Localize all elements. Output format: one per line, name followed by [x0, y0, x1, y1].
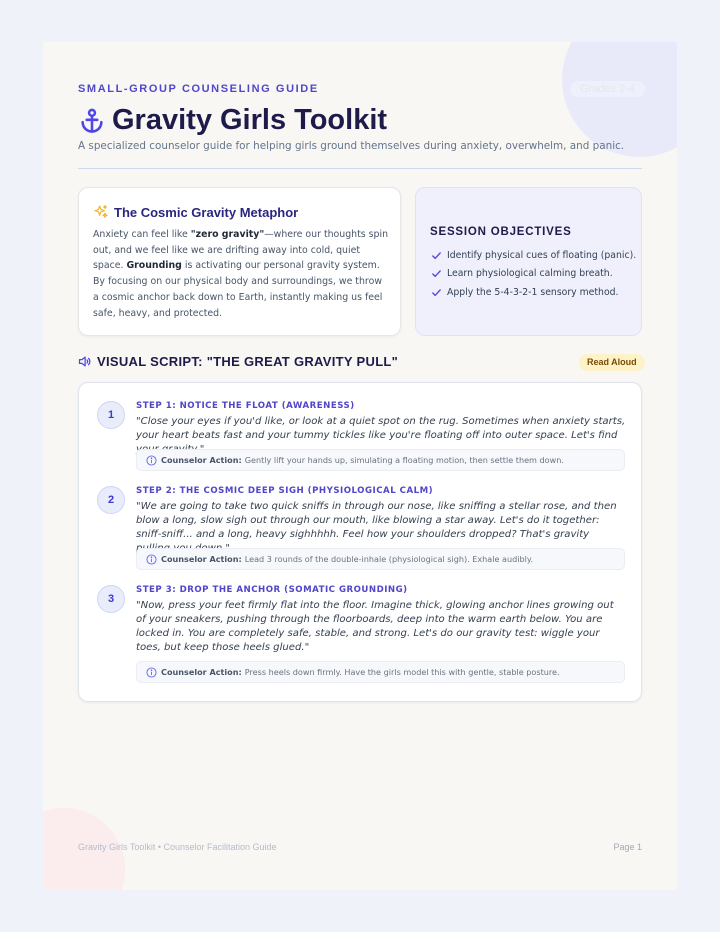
- step-label: STEP 1: NOTICE THE FLOAT (AWARENESS): [136, 401, 355, 411]
- objectives-title: SESSION OBJECTIVES: [430, 226, 572, 238]
- objective-text: Learn physiological calming breath.: [447, 268, 613, 280]
- speaker-icon: [77, 354, 92, 369]
- page-title: Gravity Girls Toolkit: [112, 104, 388, 136]
- title-row: [78, 104, 387, 137]
- step-number: 1: [97, 401, 125, 429]
- step-label: STEP 2: THE COSMIC DEEP SIGH (PHYSIOLOGICAL CALM): [136, 486, 434, 496]
- info-icon: [146, 554, 157, 565]
- script-card: [78, 382, 642, 702]
- info-icon: [146, 667, 157, 678]
- info-icon: [146, 455, 157, 466]
- metaphor-bold-zero-gravity: "zero gravity": [190, 229, 265, 240]
- read-aloud-badge: Read Aloud: [579, 354, 645, 371]
- objective-item: [431, 265, 636, 284]
- counselor-action: [136, 449, 625, 471]
- objective-text: Identify physical cues of floating (panic).: [447, 249, 637, 261]
- script-title: VISUAL SCRIPT: "THE GREAT GRAVITY PULL": [97, 354, 399, 369]
- counselor-action-text: Press heels down firmly. Have the girls model this with gentle, stable posture.: [244, 667, 560, 677]
- step-number: 3: [97, 585, 125, 613]
- step-number: 2: [97, 486, 125, 514]
- footer-page-number: Page 1: [613, 842, 642, 852]
- counselor-action-text: Lead 3 rounds of the double-inhale (physiological sigh). Exhale audibly.: [244, 554, 534, 564]
- step-label: STEP 3: DROP THE ANCHOR (SOMATIC GROUNDING): [136, 585, 408, 595]
- metaphor-bold-grounding: Grounding: [126, 260, 182, 272]
- counselor-action: [136, 548, 625, 570]
- metaphor-text-1: Anxiety can feel like: [93, 229, 191, 240]
- step-quote: "Close your eyes if you'd like, or look at a quiet spot on the rug. Sometimes when anxiety starts, your heart beats fast and your tummy tickles like you're floating off into outer space. Let's find: [136, 416, 626, 441]
- sparkles-icon: [93, 204, 109, 220]
- guide-page: [43, 42, 677, 890]
- metaphor-text-3: is activating our personal gravity system. By focusing on our physical body and surroundings, we throw a cosmic anchor back down to Earth, instantly making us feel safe, heavy, and protected.: [93, 260, 383, 319]
- check-icon: [431, 250, 442, 261]
- metaphor-heading: [93, 204, 298, 220]
- counselor-action-text: Gently lift your hands up, simulating a floating motion, then settle them down.: [244, 455, 564, 465]
- check-icon: [431, 268, 442, 279]
- grade-badge: Grades 2-4: [570, 81, 645, 97]
- objective-item: [431, 283, 636, 302]
- metaphor-card: [78, 187, 401, 336]
- script-heading: [77, 354, 398, 369]
- anchor-icon: [78, 107, 106, 135]
- metaphor-title: The Cosmic Gravity Metaphor: [114, 204, 299, 220]
- page-subtitle: A specialized counselor guide for helping girls ground themselves during anxiety, overwhelm, and panic.: [78, 140, 625, 152]
- counselor-action-label: Counselor Action:: [161, 554, 242, 564]
- objective-item: [431, 246, 636, 265]
- metaphor-text: [93, 227, 389, 321]
- counselor-action-label: Counselor Action:: [161, 667, 242, 677]
- footer-document-title: Gravity Girls Toolkit • Counselor Facilitation Guide: [78, 842, 277, 852]
- objective-text: Apply the 5-4-3-2-1 sensory method.: [447, 286, 619, 298]
- objectives-card: [415, 187, 642, 336]
- step-quote: "Now, press your feet firmly flat into the floor. Imagine thick, glowing anchor lines growing out of your sneakers, pushing through the floorboards, deep into the warm earth below. You are locked in. You are completely safe, stable, and strong. Let's do our gravity test: wiggle your toes, but keep those heels glued.": [136, 600, 614, 653]
- check-icon: [431, 287, 442, 298]
- eyebrow-label: SMALL-GROUP COUNSELING GUIDE: [78, 83, 319, 95]
- step-quote: "We are going to take two quick sniffs in through our nose, like sniffing a stellar rose, and then blow a long, slow sigh out through our mouth, like blowing a star away. Let's do it together: sniff-sniff... and a long, heavy sighhhhh. Feel how your shoulders dropped? That's gravity: [136, 501, 617, 540]
- header-divider: [78, 168, 642, 169]
- objectives-list: [431, 246, 636, 302]
- counselor-action: [136, 661, 625, 683]
- counselor-action-label: Counselor Action:: [161, 455, 242, 465]
- metaphor-text-2: —where our thoughts spin out, and we feel like we are drifting away into cold, quiet space.: [93, 229, 389, 272]
